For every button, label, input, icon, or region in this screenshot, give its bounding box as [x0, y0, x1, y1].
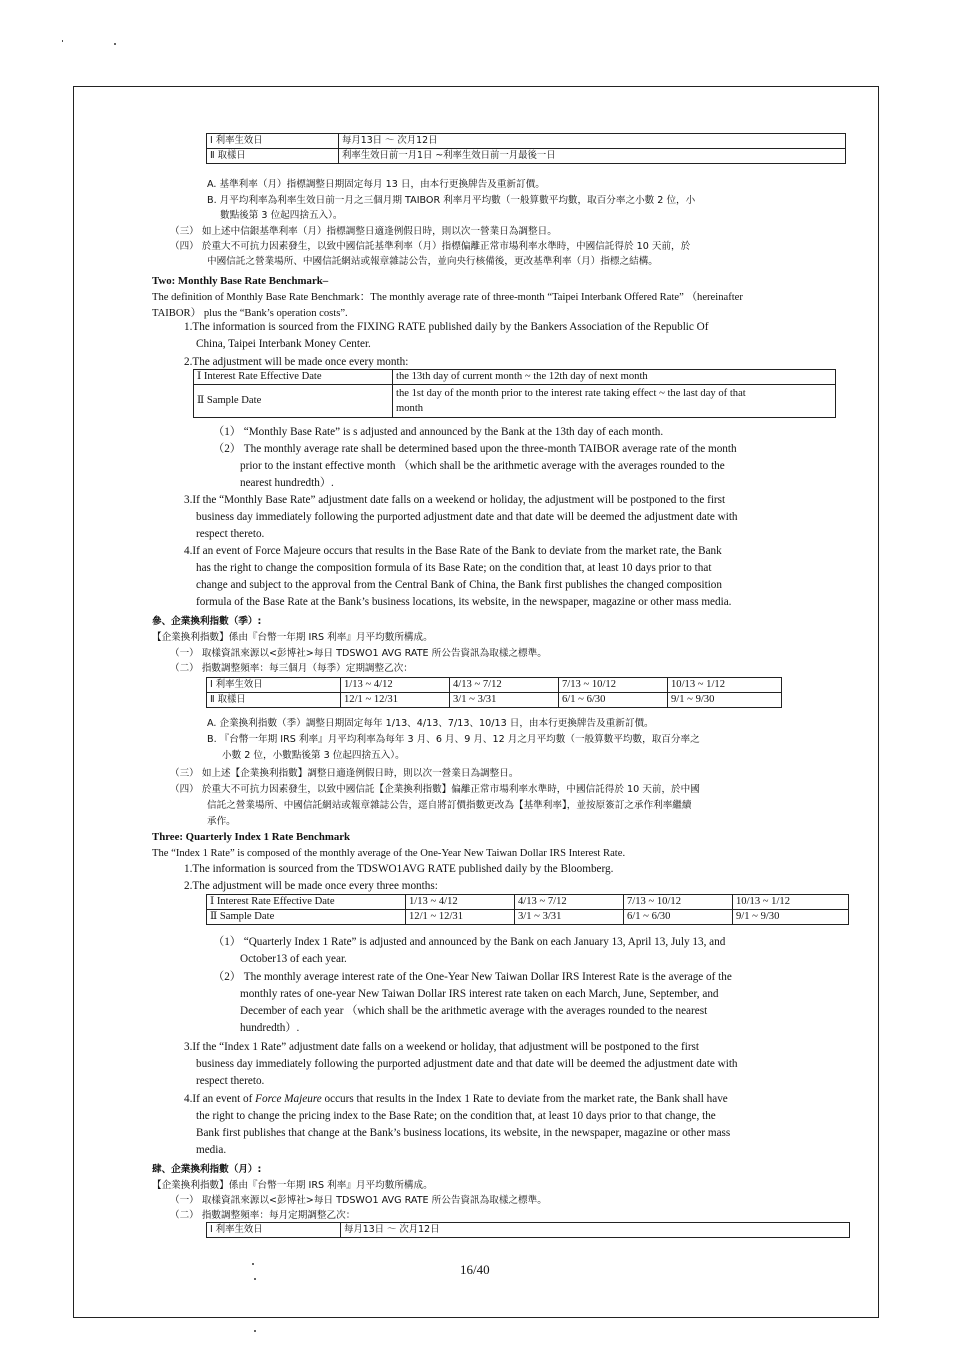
paragraph-4-cont: change and subject to the approval from the Central Bank of China, the Bank first publishes the changed composition [196, 579, 722, 591]
note-2-cont: monthly rates of one-year New Taiwan Dollar IRS interest rate taken on each March, June, September, and [240, 988, 719, 1000]
paragraph-1-cont: China, Taipei Interbank Money Center. [196, 338, 371, 350]
table-row [207, 1223, 850, 1238]
table-cell: 1/13 ~ 4/12 [341, 678, 450, 693]
cn-note-4-cont: 信託之營業場所、中國信託網站或報章雜誌公告，逕自將訂價指數更改為【基準利率】，並按原簽訂之承作利率繼續 [207, 800, 692, 811]
cn-item-1: （一） 取樣資訊來源以<彭博社>每日 TDSWO1 AVG RATE 所公告資訊為取樣之標準。 [170, 648, 547, 659]
table-cell: Ⅰ Interest Rate Effective Date [194, 370, 393, 385]
cn-intro: 【企業換利指數】係由『台幣一年期 IRS 利率』月平均數所構成。 [152, 1180, 433, 1191]
table-cell: Ⅱ 取樣日 [207, 149, 339, 164]
table-cell: 12/1 ~ 12/31 [341, 693, 450, 708]
section-heading: 參、企業換利指數（季）: [152, 616, 262, 627]
note-2-cont: prior to the instant effective month （which shall be the arithmetic average with the averages rounded to the [240, 460, 725, 472]
scan-speck [62, 40, 63, 42]
section-heading: 肆、企業換利指數（月）: [152, 1164, 262, 1175]
table-cell: 每月13日 ～ 次月12日 [341, 1223, 850, 1238]
table-cell: 12/1 ~ 12/31 [406, 910, 515, 925]
table-cell: 7/13 ~ 10/12 [559, 678, 668, 693]
table-cell: Ⅱ Sample Date [194, 385, 393, 418]
cn-note-3: （三） 如上述中信銀基準利率（月）指標調整日適逢例假日時，則以次一營業日為調整日。 [170, 226, 557, 237]
paragraph-4: 4.If an event of Force Majeure occurs that results in the Base Rate of the Bank to deviate from the market rate, the Bank [184, 545, 722, 557]
table-cell: Ⅰ 利率生效日 [207, 1223, 341, 1238]
table-row [207, 693, 782, 708]
table-cell [393, 385, 836, 418]
cn-item-2: （二） 指數調整頻率：每三個月（每季）定期調整乙次： [170, 663, 413, 674]
paragraph-2: 2.The adjustment will be made once every month: [184, 356, 409, 368]
paragraph-4 [184, 1092, 728, 1107]
table-cell: 每月13日 ～ 次月12日 [339, 134, 846, 149]
table-row [207, 134, 846, 149]
note-2-cont: hundredth）. [240, 1022, 300, 1034]
paragraph-3-cont: respect thereto. [196, 1075, 265, 1087]
paragraph-4-cont: media. [196, 1144, 227, 1156]
table-cell: 9/1 ~ 9/30 [733, 910, 849, 925]
table-cell: the 13th day of current month ~ the 12th day of next month [393, 370, 836, 385]
monthly-index-table-cn [206, 1222, 850, 1238]
table-cell: 3/1 ~ 3/31 [450, 693, 559, 708]
table-cell: Ⅰ 利率生效日 [207, 678, 341, 693]
force-majeure-term: Force Majeure [255, 1093, 322, 1105]
table-cell: 4/13 ~ 7/12 [450, 678, 559, 693]
cn-note-b-cont: 小數 2 位，小數點後第 3 位起四捨五入）。 [222, 750, 405, 761]
paragraph-3-cont: respect thereto. [196, 528, 265, 540]
paragraph-3-cont: business day immediately following the purported adjustment date and that date will be deemed the adjustment date with [196, 511, 738, 523]
quarterly-index-table-cn [206, 677, 782, 708]
paragraph-3-cont: business day immediately following the purported adjustment date and that date will be deemed the adjustment date with [196, 1058, 738, 1070]
note-1: （1） “Quarterly Index 1 Rate” is adjusted and announced by the Bank on each January 13, April 13, July 13, and [213, 936, 726, 948]
page-number: 16/40 [460, 1262, 490, 1277]
quarterly-index-table-en [206, 894, 849, 925]
definition: The “Index 1 Rate” is composed of the monthly average of the One-Year New Taiwan Dollar IRS Interest Rate. [152, 848, 626, 859]
paragraph-1: 1.The information is sourced from the FIXING RATE published daily by the Bankers Association of the Republic Of [184, 321, 709, 333]
table-row [207, 149, 846, 164]
paragraph-3: 3.If the “Index 1 Rate” adjustment date falls on a weekend or holiday, that adjustment will be postponed to the first [184, 1041, 700, 1053]
scan-speck [252, 1263, 254, 1265]
cn-note-3: （三） 如上述【企業換利指數】調整日適逢例假日時，則以次一營業日為調整日。 [170, 768, 519, 779]
note-2: （2） The monthly average rate shall be determined based upon the three-month TAIBOR average rate of the month [213, 443, 737, 455]
table-row [207, 910, 849, 925]
section-heading: Three: Quarterly Index 1 Rate Benchmark [152, 831, 351, 843]
note-2-cont: December of each year （which shall be the arithmetic average with the averages rounded to the nearest [240, 1005, 708, 1017]
table-cell: 利率生效日前一月1日 ~利率生效日前一月最後一日 [339, 149, 846, 164]
paragraph-2: 2.The adjustment will be made once every three months: [184, 880, 438, 892]
paragraph-1: 1.The information is sourced from the TDSWO1AVG RATE published daily by the Bloomberg. [184, 863, 614, 875]
table-cell: 7/13 ~ 10/12 [624, 895, 733, 910]
cn-item-2: （二） 指數調整頻率：每月定期調整乙次： [170, 1210, 356, 1221]
cn-note-4: （四） 於重大不可抗力因素發生，以致中國信託基準利率（月）指標偏離正常市場利率水準時，中國信託得於 10 天前，於 [170, 241, 691, 252]
cn-note-a: A. 基準利率（月）指標調整日期固定每月 13 日，由本行更換牌告及重新訂價。 [207, 179, 545, 190]
paragraph-3: 3.If the “Monthly Base Rate” adjustment date falls on a weekend or holiday, the adjustment will be postponed to the first [184, 494, 726, 506]
cn-note-4: （四） 於重大不可抗力因素發生，以致中國信託【企業換利指數】偏離正常市場利率水準時，中國信託得於 10 天前，於中國 [170, 784, 700, 795]
table-row [207, 678, 782, 693]
table-cell: 6/1 ~ 6/30 [624, 910, 733, 925]
note-1-cont: October13 of each year. [240, 953, 347, 965]
section-heading: Two: Monthly Base Rate Benchmark– [152, 275, 329, 287]
scan-speck [254, 1278, 256, 1280]
monthly-rate-table-en [193, 369, 836, 418]
cn-note-b: B. 月平均利率為利率生效日前一月之三個月期 TAIBOR 利率月平均數（一般算數平均數，取百分率之小數 2 位，小 [207, 195, 696, 206]
cell-line: the 1st day of the month prior to the interest rate taking effect ~ the last day of that [396, 388, 746, 399]
table-cell: 6/1 ~ 6/30 [559, 693, 668, 708]
table-row [207, 895, 849, 910]
paragraph-4-cont: Bank first publishes that change at the Bank’s business locations, its website, in the newspaper, magazine or other mass [196, 1127, 731, 1139]
cn-intro: 【企業換利指數】係由『台幣一年期 IRS 利率』月平均數所構成。 [152, 632, 433, 643]
table-cell: 9/1 ~ 9/30 [668, 693, 782, 708]
cn-note-a: A. 企業換利指數（季）調整日期固定每年 1/13、4/13、7/13、10/13 日，由本行更換牌告及重新訂價。 [207, 718, 654, 729]
note-2-cont: nearest hundredth）. [240, 477, 334, 489]
paragraph-4-text: occurs that results in the Index 1 Rate to deviate from the market rate, the Bank shall have [321, 1093, 728, 1105]
paragraph-4-text: 4.If an event of [184, 1093, 256, 1105]
table-cell: Ⅰ 利率生效日 [207, 134, 339, 149]
definition-cont: TAIBOR） plus the “Bank’s operation costs”. [152, 308, 348, 319]
scan-speck [114, 43, 116, 45]
table-cell: 3/1 ~ 3/31 [515, 910, 624, 925]
paragraph-4-cont: has the right to change the composition formula of its Base Rate; on the condition that, at least 10 days prior to that [196, 562, 712, 574]
cn-note-b: B. 『台幣一年期 IRS 利率』月平均利率為每年 3 月、6 月、9 月、12 月之月平均數（一般算數平均數，取百分率之 [207, 734, 700, 745]
table-cell: 4/13 ~ 7/12 [515, 895, 624, 910]
definition: The definition of Monthly Base Rate Benchmark：The monthly average rate of three-month “Taipei Interbank Offered Rate” （hereinafter [152, 292, 743, 303]
table-cell: Ⅱ Sample Date [207, 910, 406, 925]
table-cell: Ⅱ 取樣日 [207, 693, 341, 708]
cell-line: month [396, 403, 424, 414]
paragraph-4-cont: formula of the Base Rate at the Bank’s business locations, its website, in the newspaper, magazine or other mass media. [196, 596, 732, 608]
cn-item-1: （一） 取樣資訊來源以<彭博社>每日 TDSWO1 AVG RATE 所公告資訊為取樣之標準。 [170, 1195, 547, 1206]
monthly-rate-table-cn [206, 133, 846, 164]
table-cell: 10/13 ~ 1/12 [668, 678, 782, 693]
scan-speck [254, 1330, 256, 1332]
table-row [194, 385, 836, 418]
table-cell: 1/13 ~ 4/12 [406, 895, 515, 910]
note-1: （1） “Monthly Base Rate” is s adjusted and announced by the Bank at the 13th day of each month. [213, 426, 664, 438]
cn-note-b-cont: 數點後第 3 位起四捨五入）。 [220, 210, 343, 221]
note-2: （2） The monthly average interest rate of the One-Year New Taiwan Dollar IRS Interest Rate is the average of the [213, 971, 732, 983]
paragraph-4-cont: the right to change the pricing index to the Base Rate; on the condition that, at least 10 days prior to that change, the [196, 1110, 716, 1122]
table-row [194, 370, 836, 385]
table-cell: Ⅰ Interest Rate Effective Date [207, 895, 406, 910]
table-cell: 10/13 ~ 1/12 [733, 895, 849, 910]
cn-note-4-cont: 承作。 [207, 816, 236, 827]
cn-note-4-cont: 中國信託之營業場所、中國信託網站或報章雜誌公告，並向央行核備後，更改基準利率（月）指標之結構。 [207, 256, 658, 267]
